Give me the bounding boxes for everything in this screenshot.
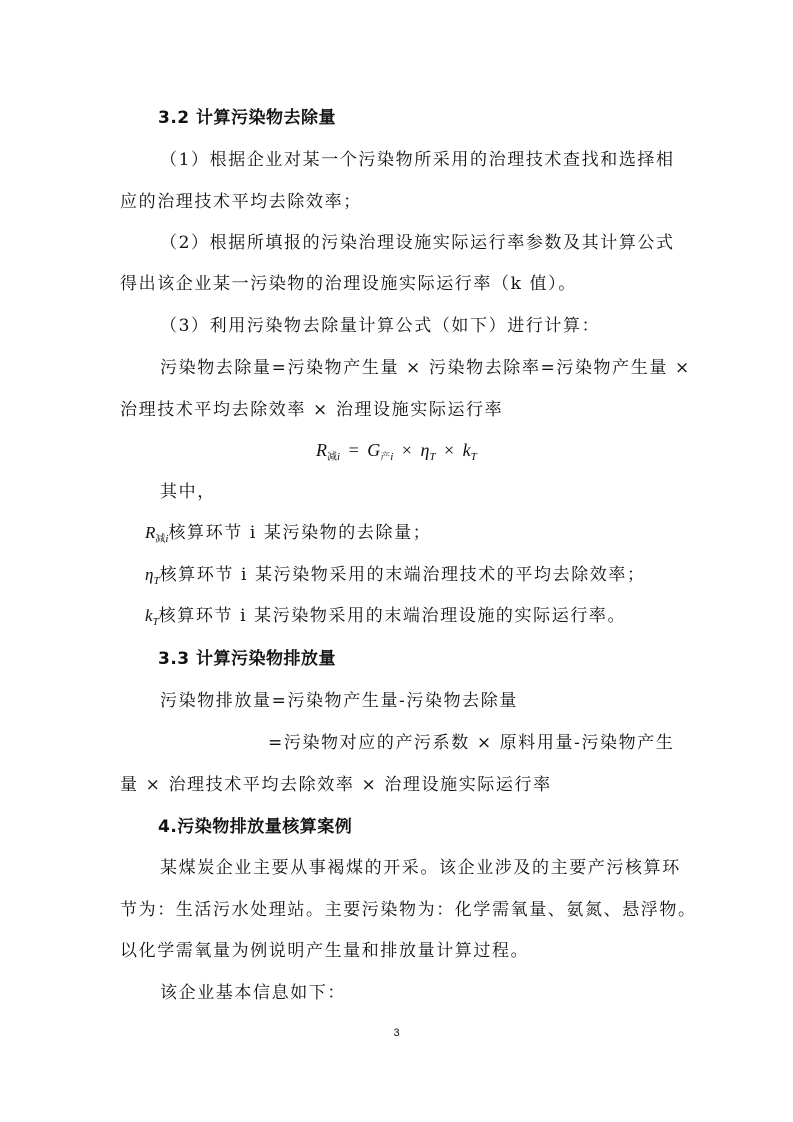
definition-r: $R_{减i}$核算环节 i 某污染物的去除量； bbox=[145, 523, 432, 545]
paragraph-line: 污染物去除量=污染物产生量 × 污染物去除率=污染物产生量 × bbox=[160, 358, 691, 378]
paragraph-line: =污染物对应的产污系数 × 原料用量-污染物产生 bbox=[268, 733, 675, 753]
page-number: 3 bbox=[393, 1027, 400, 1039]
definition-eta: $\eta_T$核算环节 i 某污染物采用的末端治理技术的平均去除效率； bbox=[145, 565, 646, 587]
section-heading-4: 4.污染物排放量核算案例 bbox=[158, 817, 353, 837]
section-heading-3-2: 3.2 计算污染物去除量 bbox=[158, 108, 337, 128]
paragraph-line: （3）利用污染物去除量计算公式（如下）进行计算： bbox=[160, 316, 601, 336]
paragraph-line: 量 × 治理技术平均去除效率 × 治理设施实际运行率 bbox=[120, 775, 552, 795]
paragraph-line: 该企业基本信息如下： bbox=[160, 983, 346, 1003]
section-heading-3-3: 3.3 计算污染物排放量 bbox=[158, 649, 337, 669]
paragraph-line: 治理技术平均去除效率 × 治理设施实际运行率 bbox=[120, 400, 504, 420]
paragraph-line: （2）根据所填报的污染治理设施实际运行率参数及其计算公式 bbox=[160, 233, 675, 253]
paragraph-line: （1）根据企业对某一个污染物所采用的治理技术查找和选择相 bbox=[160, 150, 675, 170]
paragraph-line: 污染物排放量=污染物产生量-污染物去除量 bbox=[160, 691, 518, 711]
paragraph-line: 应的治理技术平均去除效率； bbox=[120, 192, 362, 212]
formula-removal: $R_{减i} = G_{产i} \times \eta_T \times k_T$ bbox=[316, 440, 477, 463]
paragraph-line: 以化学需氧量为例说明产生量和排放量计算过程。 bbox=[120, 941, 530, 961]
paragraph-line: 得出该企业某一污染物的治理设施实际运行率（k 值）。 bbox=[120, 274, 577, 294]
paragraph-line: 某煤炭企业主要从事褐煤的开采。该企业涉及的主要产污核算环 bbox=[160, 858, 681, 878]
definition-k: $k_T$核算环节 i 某污染物采用的末端治理设施的实际运行率。 bbox=[145, 606, 627, 628]
paragraph-line: 节为：生活污水处理站。主要污染物为：化学需氧量、氨氮、悬浮物。 bbox=[120, 900, 697, 920]
paragraph-line: 其中， bbox=[160, 482, 216, 502]
